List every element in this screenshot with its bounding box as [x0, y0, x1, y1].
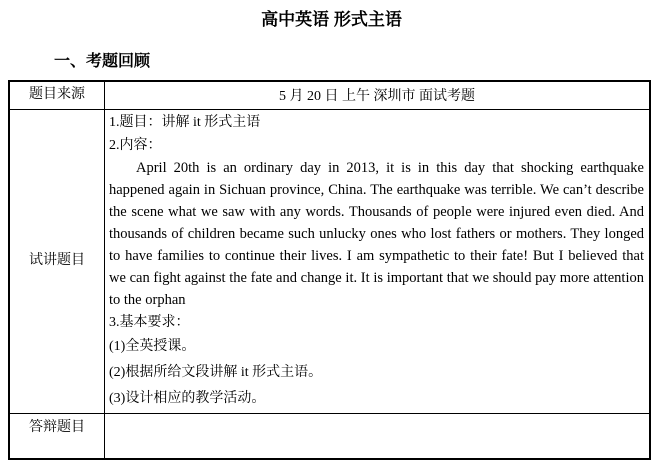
- row-label-defense: 答辩题目: [9, 413, 105, 459]
- row-label-source: 题目来源: [9, 81, 105, 109]
- table-row-trial: [9, 109, 650, 413]
- trial-topic-line: 1.题目：讲解 it 形式主语: [109, 114, 261, 130]
- row-content-trial: [105, 109, 651, 413]
- trial-content-heading: 2.内容：: [109, 137, 162, 153]
- row-value-source: 5 月 20 日 上午 深圳市 面试考题: [105, 81, 651, 109]
- row-content-defense: [105, 413, 651, 459]
- table-row-source: [9, 81, 650, 109]
- trial-requirement-1: (1)全英授课。: [109, 338, 196, 354]
- section-heading: 一、考题回顾: [54, 53, 151, 70]
- exam-review-table: [8, 80, 651, 460]
- trial-passage-paragraph: April 20th is an ordinary day in 2013, it is in this day that shocking earthquake happened again in Sichuan province, China. The earthquake was terrible. We can’t describe the scene what we saw with any words. Thousands of people were injured even died. And thousands of children became such unlucky ones who lost fathers or mothers. They longed to have families to continue their lives. I am sympathetic to their fate! But I believed that we can fight against the fate and change it. It is important that we should pay more attention to the orphan: [109, 159, 644, 308]
- document-page: [0, 8, 663, 460]
- row-label-trial: 试讲题目: [9, 109, 105, 413]
- trial-requirements-heading: 3.基本要求：: [109, 314, 190, 330]
- page-title: 高中英语 形式主语: [261, 10, 402, 29]
- trial-requirement-3: (3)设计相应的教学活动。: [109, 390, 266, 406]
- table-row-defense: [9, 413, 650, 459]
- trial-requirement-2: (2)根据所给文段讲解 it 形式主语。: [109, 364, 323, 380]
